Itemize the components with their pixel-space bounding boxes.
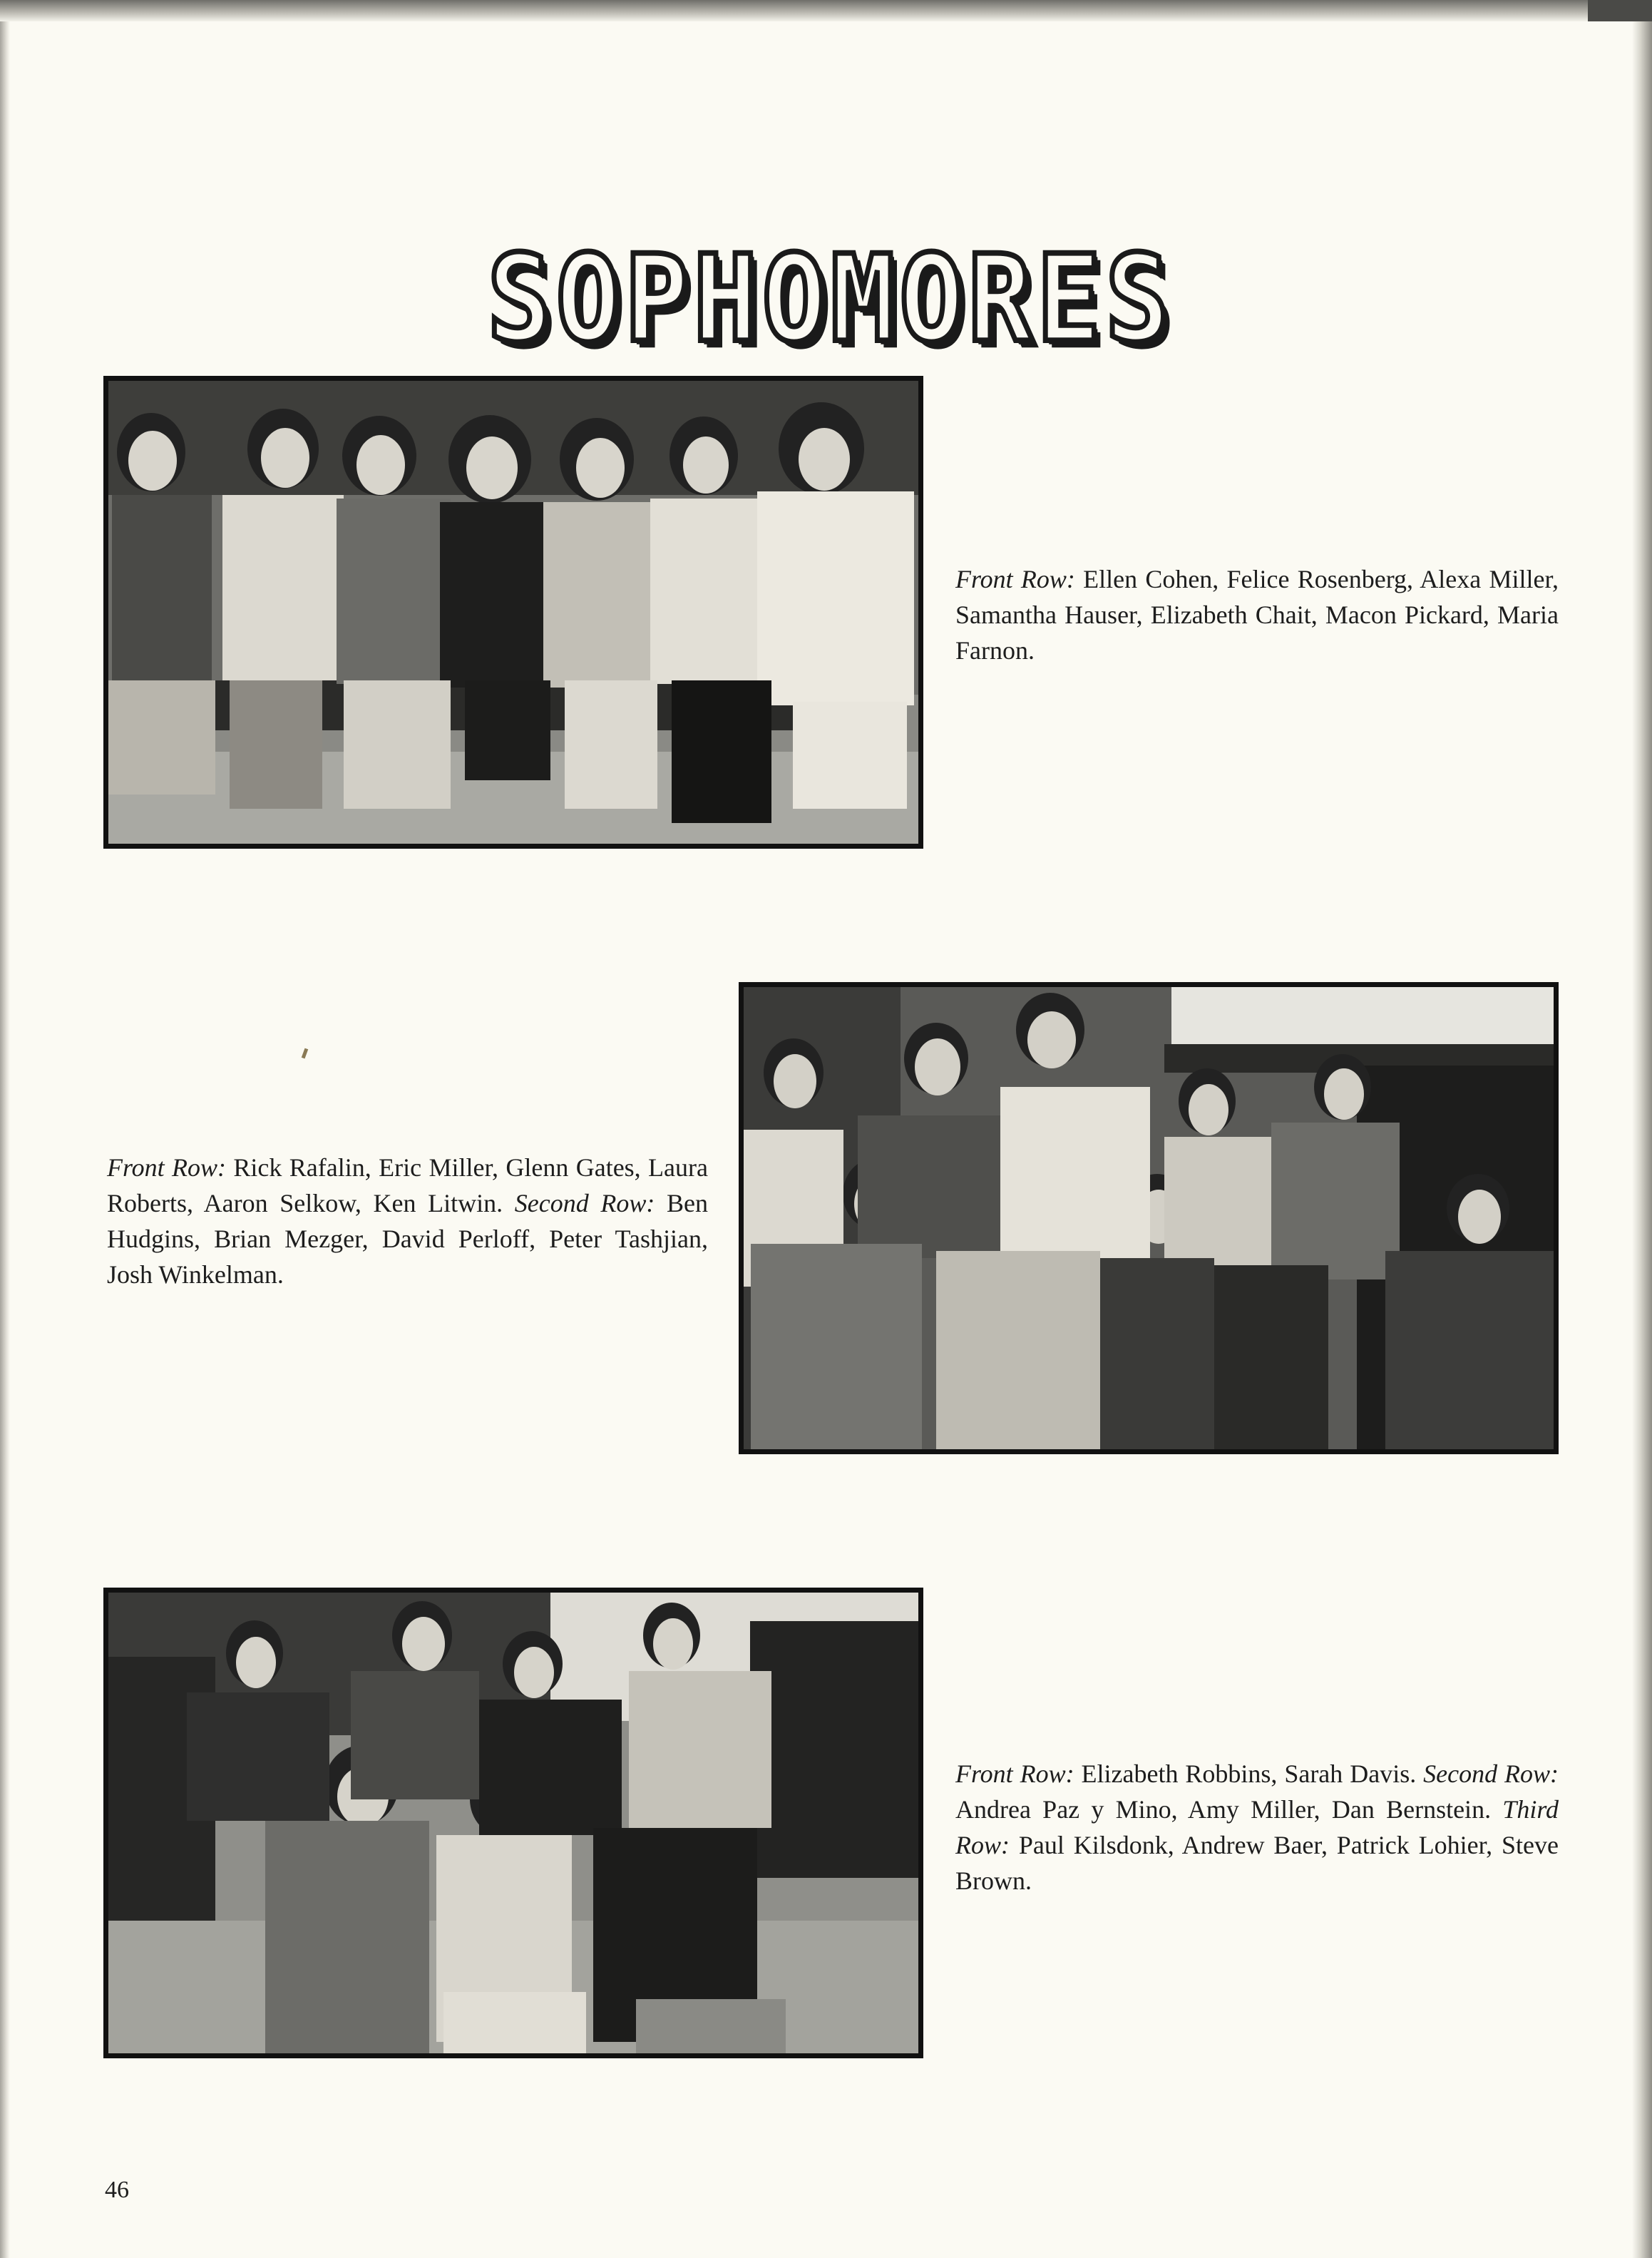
- caption-group-2: [107, 1150, 708, 1292]
- page-binding-shadow: [0, 0, 1652, 21]
- page-title: SOPHOMORES: [487, 230, 1174, 369]
- page-left-edge: [0, 21, 10, 2258]
- caption-row-label: Second Row:: [1423, 1759, 1559, 1788]
- group-photo-1: [103, 376, 923, 849]
- page-number: 46: [105, 2177, 129, 2203]
- caption-row-label: Third Row:: [955, 1795, 1559, 1859]
- caption-names: Ben Hudgins, Brian Mezger, David Perloff, Peter Tashjian, Josh Winkelman.: [107, 1189, 708, 1289]
- caption-names: Elizabeth Robbins, Sarah Davis.: [1074, 1759, 1424, 1788]
- group-photo-2: [739, 982, 1559, 1454]
- caption-names: Andrea Paz y Mino, Amy Miller, Dan Bernstein.: [955, 1795, 1503, 1824]
- caption-names: Paul Kilsdonk, Andrew Baer, Patrick Lohier, Steve Brown.: [955, 1831, 1559, 1895]
- paper-speck: [302, 1048, 308, 1059]
- page-right-edge: [1632, 21, 1652, 2258]
- caption-group-3: [955, 1756, 1559, 1899]
- caption-names: Rick Rafalin, Eric Miller, Glenn Gates, Laura Roberts, Aaron Selkow, Ken Litwin.: [107, 1153, 708, 1217]
- caption-group-1: [955, 561, 1559, 668]
- caption-names: Ellen Cohen, Felice Rosenberg, Alexa Miller, Samantha Hauser, Elizabeth Chait, Macon Pickard, Maria Farnon.: [955, 565, 1559, 665]
- caption-row-label: Front Row:: [955, 565, 1075, 593]
- caption-row-label: Front Row:: [107, 1153, 227, 1182]
- group-photo-3: [103, 1588, 923, 2058]
- caption-row-label: Second Row:: [514, 1189, 655, 1217]
- caption-row-label: Front Row:: [955, 1759, 1074, 1788]
